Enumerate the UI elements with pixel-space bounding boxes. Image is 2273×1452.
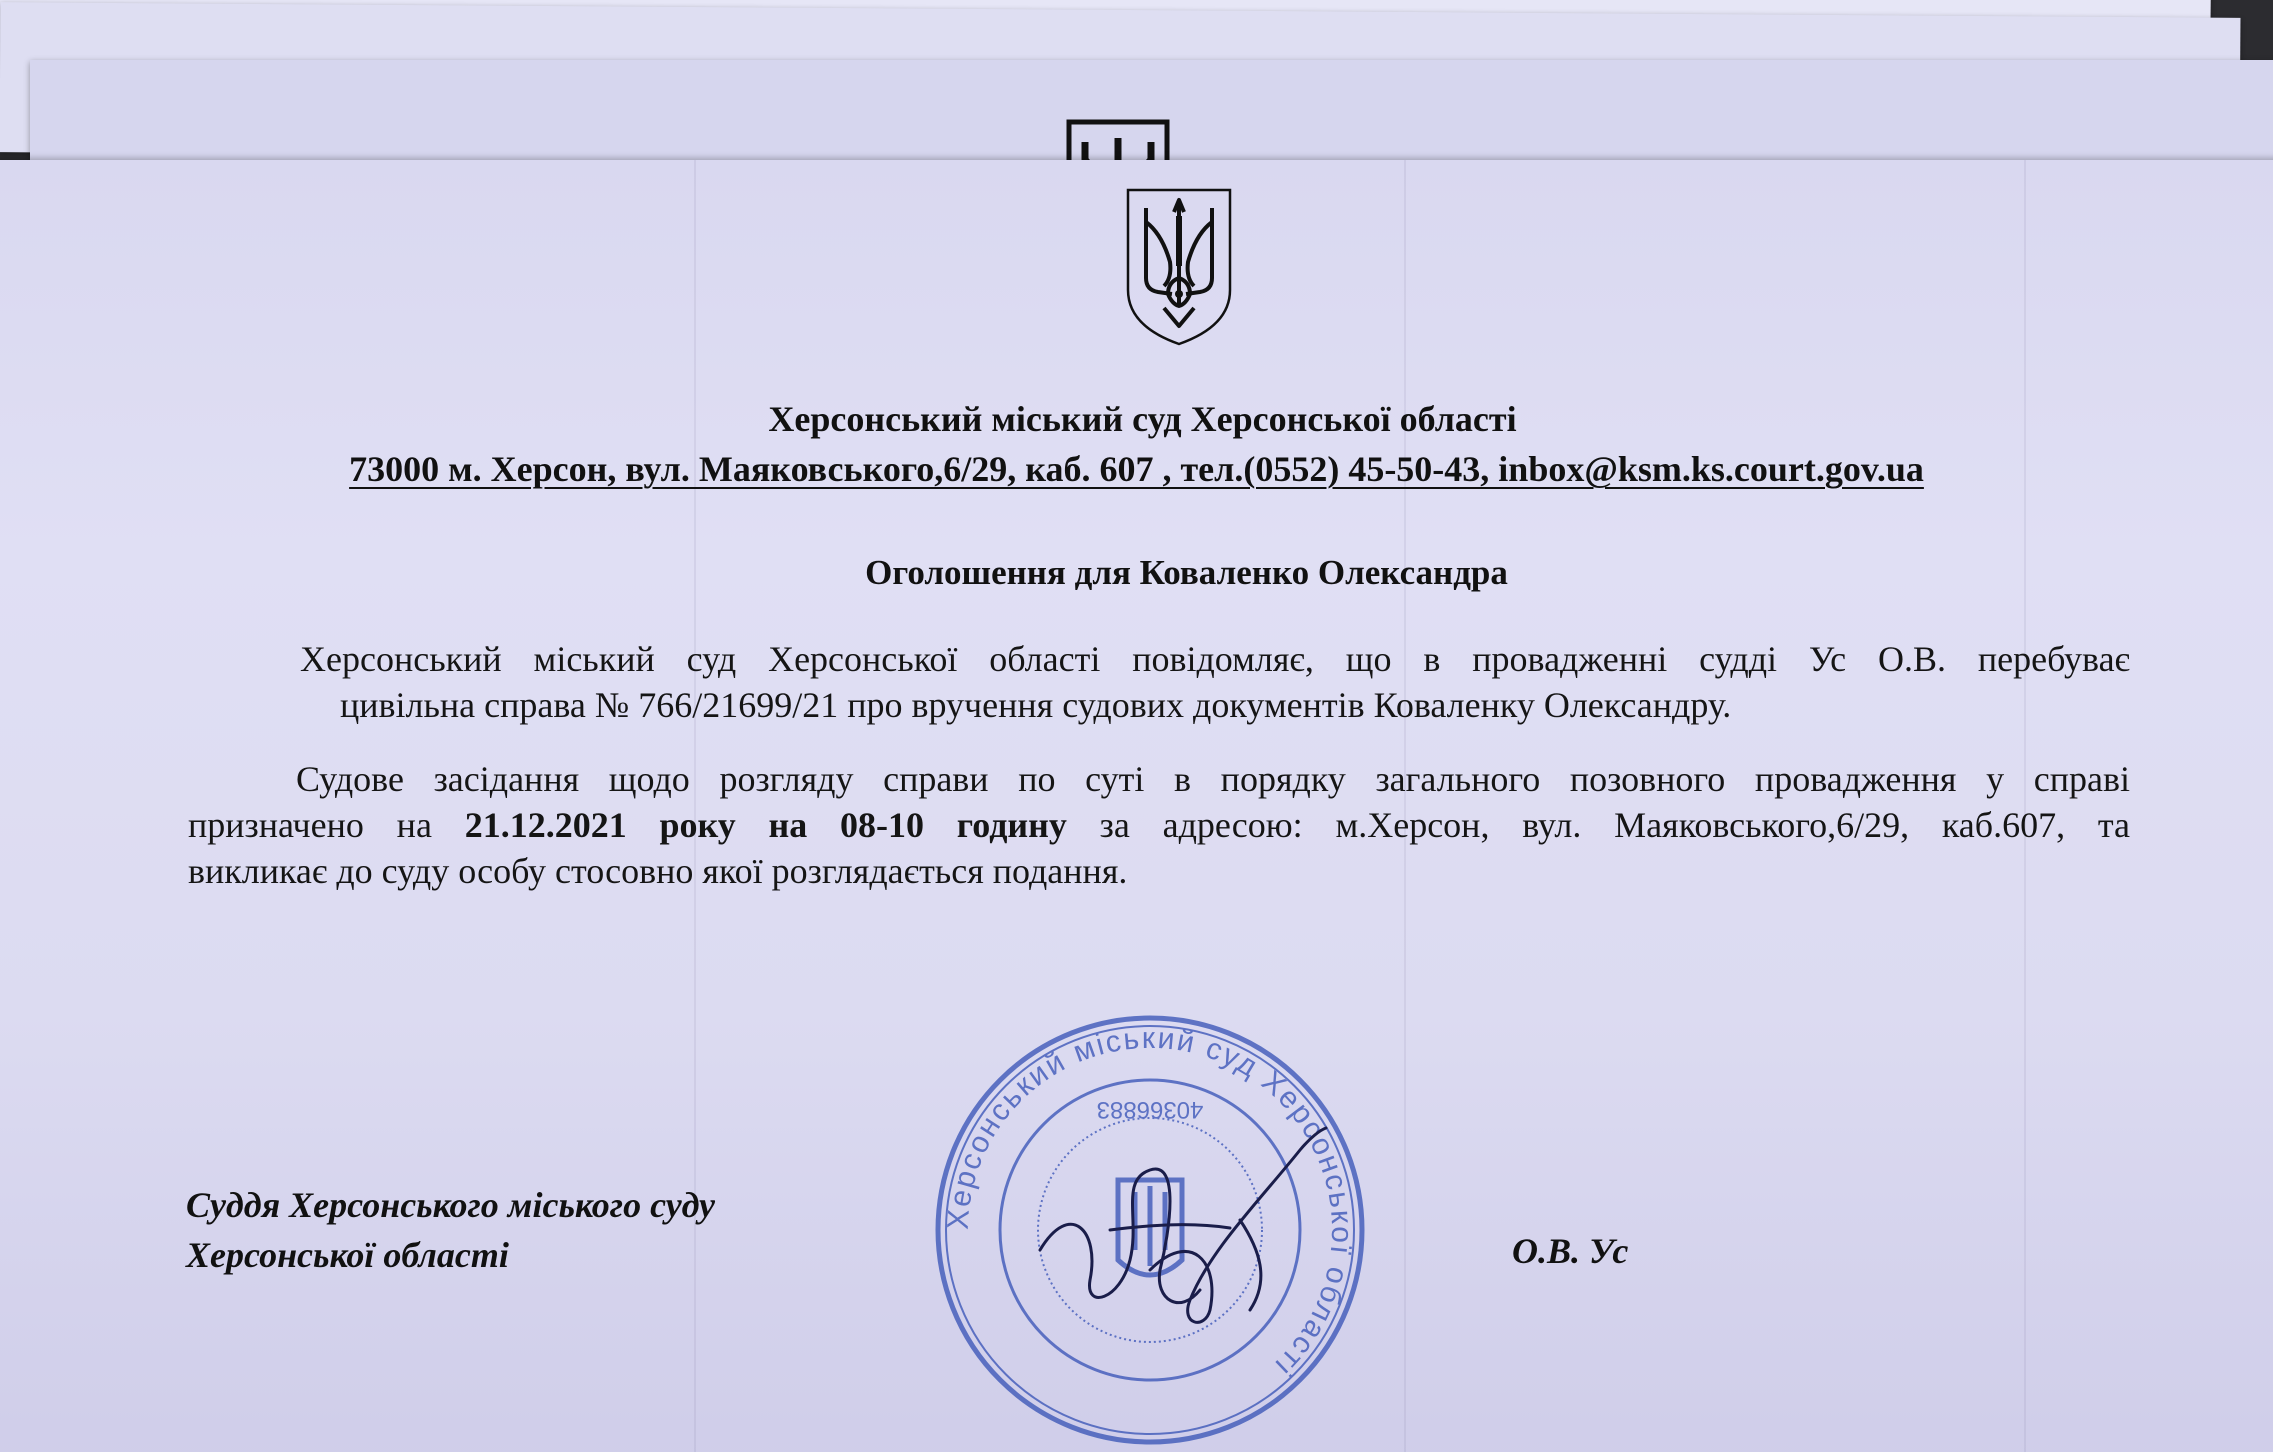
hearing-date-time: 21.12.2021 року на 08-10 годину	[464, 805, 1067, 845]
court-address-line: 73000 м. Херсон, вул. Маяковського,6/29, каб. 607 , тел.(0552) 45-50-43, inbox@ksm.ks.court.gov.ua	[349, 449, 1924, 489]
paragraph-2-line-2-suffix: за адресою: м.Херсон, вул. Маяковського,6/29, каб.607, та	[1066, 805, 2131, 845]
notice-paragraph-1	[300, 636, 2130, 728]
trident-emblem-icon	[1124, 186, 1234, 346]
paragraph-2-line-3: викликає до суду особу стосовно якої розглядається подання.	[188, 851, 1128, 891]
judge-name: О.В. Ус	[1512, 1231, 1629, 1271]
notice-paragraph-2	[188, 756, 2130, 894]
handwritten-signature	[1030, 1110, 1330, 1340]
paragraph-2-line-2	[188, 802, 2130, 848]
paragraph-1-line-2: цивільна справа № 766/21699/21 про вручення судових документів Коваленку Олександру.	[340, 685, 1732, 725]
notice-title: Оголошення для Коваленко Олександра	[865, 553, 1508, 592]
paragraph-2-line-1: Судове засідання щодо розгляду справи по суті в порядку загального позовного провадження у справі	[296, 759, 2130, 799]
paragraph-1-line-1: Херсонський міський суд Херсонської області повідомляє, що в провадженні судді Ус О.В. перебуває	[300, 639, 2130, 679]
stamp-outer-text: Херсонський міський суд Херсонської області	[941, 1021, 1359, 1384]
paragraph-2-line-2-prefix: призначено на	[188, 805, 465, 845]
judge-title-line-2: Херсонської області	[186, 1235, 509, 1275]
judge-title-block	[186, 1180, 715, 1280]
stamp-code: 40366883	[1096, 1096, 1204, 1123]
judge-title-line-1: Суддя Херсонського міського суду	[186, 1185, 716, 1225]
court-name-heading: Херсонський міський суд Херсонської області	[768, 399, 1517, 439]
